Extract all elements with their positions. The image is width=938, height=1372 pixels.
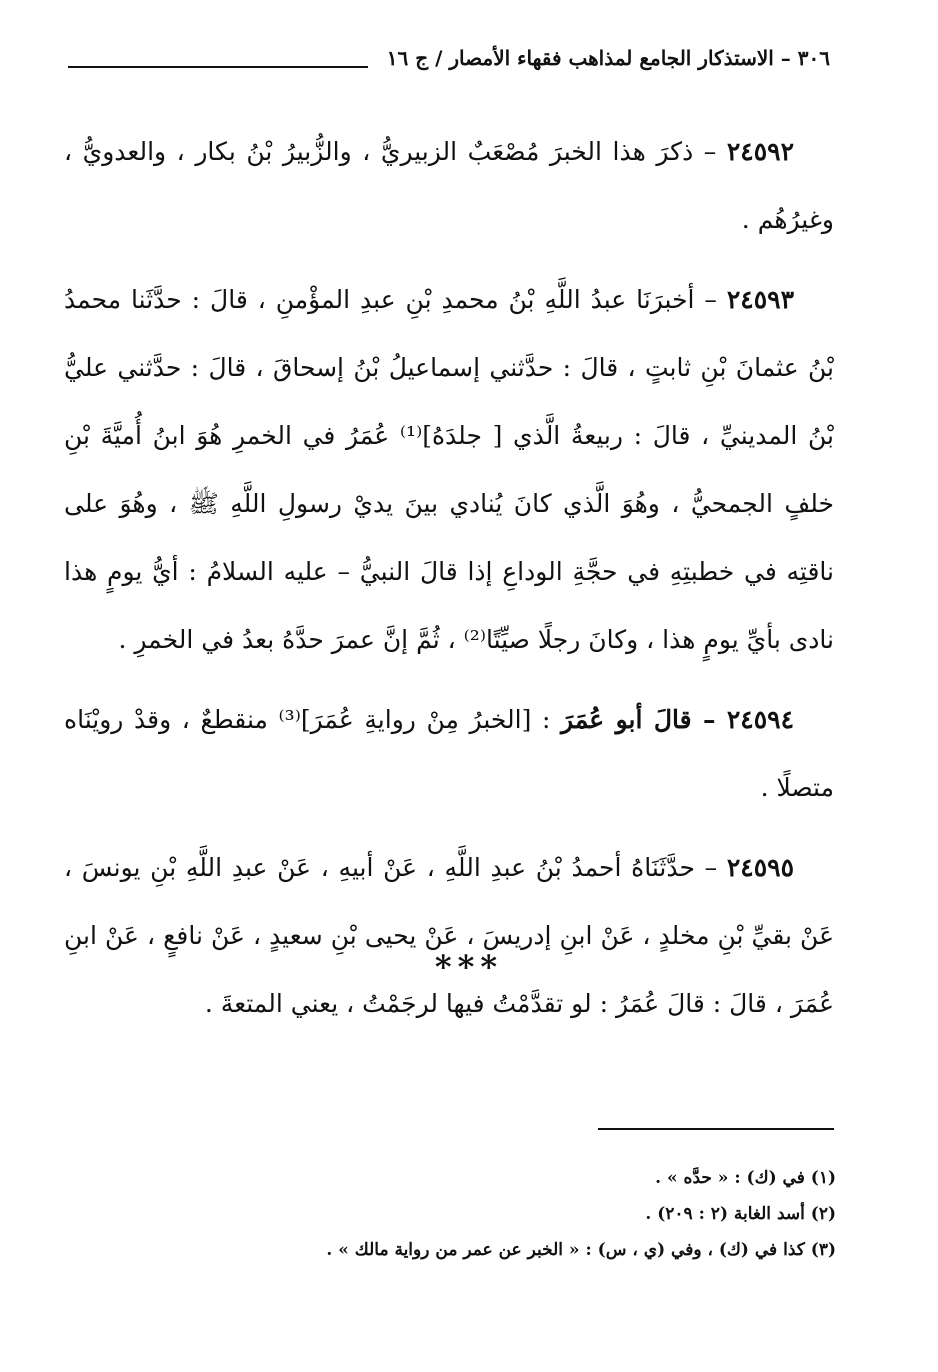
header-rule: [68, 66, 368, 68]
paragraph-text: : [الخبرُ مِنْ روايةِ عُمَرَ]⁽³⁾ منقطعٌ ، وقدْ رويْنَاه متصلًا .: [64, 705, 834, 802]
footnote-rule: [598, 1128, 834, 1130]
paragraph-number: ٢٤٥٩٥: [726, 853, 794, 882]
running-head: [60, 44, 830, 84]
paragraph-number: ٢٤٥٩٣: [726, 285, 794, 314]
paragraph-lead: – قالَ أبو عُمَرَ: [561, 705, 727, 734]
footnote-3: (٣) كذا في (ك) ، وفي (ي ، س) : « الخبر عن عمر من رواية مالك » .: [326, 1240, 836, 1260]
paragraph-number: ٢٤٥٩٤: [726, 705, 794, 734]
paragraph-number: ٢٤٥٩٢: [726, 137, 794, 166]
paragraph-24595: [64, 834, 834, 1038]
paragraph-text: – حدَّثَنَاهُ أحمدُ بْنُ عبدِ اللَّهِ ، عَنْ أبيهِ ، عَنْ عبدِ اللَّهِ بْنِ يونسَ ، عَنْ بقيِّ بْنِ مخلدٍ ، عَنْ ابنِ إدريسَ ، عَنْ يحيى بْنِ سعيدٍ ، عَنْ نافعٍ ، عَنْ ابنِ عُمَرَ ، قالَ : قالَ عُمَرُ : لو تقدَّمْتُ فيها لرجَمْتُ ، يعني المتعةَ .: [64, 853, 834, 1018]
paragraph-text: – ذكرَ هذا الخبرَ مُصْعَبٌ الزبيريُّ ، والزُّبيرُ بْنُ بكار ، والعدويُّ ، وغيرُهُم .: [64, 137, 834, 234]
paragraph-24593: [64, 266, 834, 674]
footnotes: [200, 1160, 836, 1268]
section-separator: ***: [434, 948, 504, 986]
page-header-title: ٣٠٦ – الاستذكار الجامع لمذاهب فقهاء الأمصار / ج ١٦: [386, 46, 830, 70]
paragraph-24592: [64, 118, 834, 254]
main-text: [64, 118, 834, 1050]
paragraph-text: – أخبرَنَا عبدُ اللَّهِ بْنُ محمدِ بْنِ عبدِ المؤْمنِ ، قالَ : حدَّثَنا محمدُ بْنُ عثمانَ بْنِ ثابتٍ ، قالَ : حدَّثني إسماعيلُ بْنُ إسحاقَ ، قالَ : حدَّثني عليُّ بْنُ المدينيِّ ، قالَ : ربيعةُ الَّذي [ جلدَهُ]⁽¹⁾ عُمَرُ في الخمرِ هُوَ ابنُ أُميَّةَ بْنِ خلفٍ الجمحيُّ ، وهُوَ الَّذي كانَ يُنادي بينَ يديْ رسولِ اللَّهِ ﷺ ، وهُوَ على ناقتِه في خطبتِهِ في حجَّةِ الوداعِ إذا قالَ النبيُّ – عليه السلامُ : أيُّ يومٍ هذا نادى بأيِّ يومٍ هذا ، وكانَ رجلًا صيِّتًا⁽²⁾ ، ثُمَّ إنَّ عمرَ حدَّهُ بعدُ في الخمرِ .: [64, 285, 834, 654]
footnote-1: (١) في (ك) : « حدَّه » .: [655, 1168, 836, 1188]
footnote-2: (٢) أسد الغابة (٢ : ٢٠٩) .: [645, 1204, 836, 1224]
paragraph-24594: [64, 686, 834, 822]
